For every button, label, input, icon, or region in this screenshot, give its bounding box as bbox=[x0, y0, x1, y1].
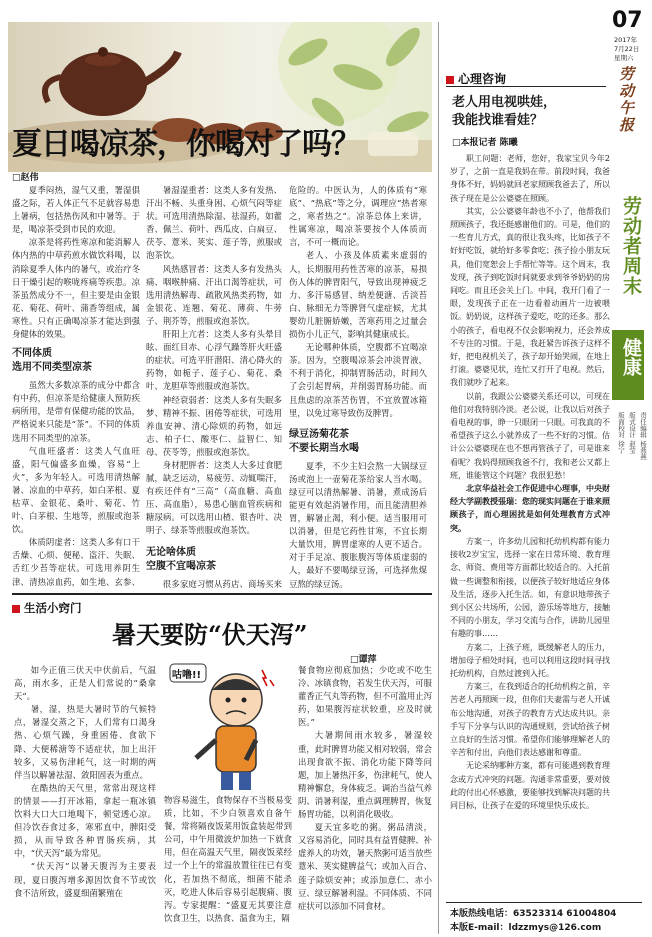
subheading: 绿豆汤菊花茶 不要长期当水喝 bbox=[289, 428, 359, 454]
section-name-vertical: 劳动者周末 bbox=[620, 196, 642, 296]
paragraph: 职工问题：老师，您好，我家宝贝今年2岁了，之前一直是我妈在带。前段时间，我爸身体不好，妈妈就回老家照顾我爸去了，所以孩子现在是公公婆婆在照顾。 bbox=[450, 154, 610, 203]
paragraph: 在酷热的天气里，常常出现这样的情景——打开冰箱，拿起一瓶冰镇饮料大口大口地喝下，顿觉透心凉。但冷饮吞食过多，寒邪直中，脾阳受损，从而导致各种胃肠疾病，其中，“伏天泻”最为常见。 bbox=[14, 782, 156, 859]
cartoon-speech-text: 咕噜!! bbox=[172, 670, 202, 681]
masthead-date: 2017年 7月22日 星期六 bbox=[614, 36, 640, 62]
paragraph: 以前，我跟公公婆婆关系还可以，可现在他们对我特别冷淡。老公说，让我以后对孩子看电视的事，睁一只眼闭一只眼。可我真的不希望孩子这么小就养成了一些不好的习惯。估计公公婆婆现在也不想再管孩子了，可是谁来看呢？我妈得照顾我爸不行，我和老公又都上班，谁能管这个问题？我很犯愁！ bbox=[450, 391, 610, 480]
section-topic-badge: 健康 bbox=[612, 330, 644, 400]
paragraph: 气血旺盛者：这类人气血旺盛，阳气偏盛多血燥，容易“上火”，多为年轻人。可选用清热解暑、凉血的中草药，如白茅根、夏枯草、金银花、桑叶、菊花、竹叶、白茅根、生地等，煎服或泡茶饮。 bbox=[12, 445, 140, 535]
psych-byline: □本报记者 陈曦 bbox=[452, 138, 518, 148]
main-article-col1 bbox=[12, 184, 140, 590]
paragraph: 虽然大多数凉茶的成分中都含有中药，但凉茶是给健康人预防疾病所用，是带有保健功能的饮品，严格说来只能是“茶”。不同的体质选用不同类型的凉茶。 bbox=[12, 380, 140, 443]
paragraph: 身材肥胖者：这类人大多过食肥腻，缺乏运动，易疲劳、动辄喘汗，有疾还伴有“三高”（高血糖、高血压、高血脂），易患心脑血管疾病和糖尿病。可以选用山楂、银杏叶、决明子、绿茶等煎服或泡茶饮。 bbox=[146, 459, 282, 536]
footer-rule bbox=[446, 902, 642, 903]
main-article-col3 bbox=[289, 184, 427, 590]
paragraph: 肝阳上亢者：这类人多有头晕目眩、面红目赤、心浮气躁等肝火旺盛的症状。可选平肝潜阳、清心降火的药物，如栀子、莲子心、菊花、桑叶、龙胆草等煎服或泡茶饮。 bbox=[146, 329, 282, 392]
paragraph: 很多家庭习惯从药店、商场买来 bbox=[162, 578, 282, 589]
cartoon-illustration bbox=[166, 660, 290, 792]
paragraph: 暑湿湿重者：这类人多有发热、汗出不畅、头重身困、心烦气闷等症状。可选用清热除湿、祛湿药，如藿香、佩兰、荷叶、西瓜皮、白扁豆、茯苓、薏米、荚实、莲子等，煎服或泡茶饮。 bbox=[146, 185, 282, 261]
main-article-byline: □赵伟 bbox=[12, 173, 39, 183]
footer-hotline: 本版热线电话：63523314 61004804 bbox=[450, 909, 617, 919]
psych-section-label: 心理咨询 bbox=[446, 70, 506, 87]
paragraph: 餐食物应彻底加热；少吃或不吃生冷、冰镇食物，若发生伏天泻，可服藿香正气丸等药物，但不可滥用止泻药，如果腹泻症状较重，应及时就医。” bbox=[298, 665, 432, 728]
paragraph: “伏天泻”以暑天腹泻为主要表现，夏日腹泻增多源因饮食不节或饮食不洁所致，盛夏细菌繁殖在 bbox=[14, 861, 156, 898]
paragraph: 夏季闷热，湿气又重，署湿俱盛之际，若人体正气不足就容易患上暑病，包括热伤风和中暑等。于是，喝凉茶受到市民的欢迎。 bbox=[12, 185, 140, 235]
paragraph: 方案二，上孩子班，既缓解老人的压力，增加母子相处时间，也可以利用这段时间寻找托幼机构，自然过渡到入托。 bbox=[450, 642, 610, 678]
psych-top-rule bbox=[446, 86, 606, 87]
paragraph: 大暑期间雨水较多，暑湿较重，此时脾胃功能又相对较弱，常会出现食欲不振、消化功能下降等问题，加上暑热汗多，伤津耗气，使人精神懈怠，身体疲乏。调治当益气养阴、消暑利湿，重点调理脾胃，恢复肠胃功能，以利消化吸收。 bbox=[298, 730, 432, 820]
paragraph: 神经衰弱者：这类人多有失眠多梦、精神不振、困倦等症状，可选用养血安神、清心除烦的药物，如远志、柏子仁、酸枣仁、益智仁、知母、茯苓等，煎服或泡茶饮。 bbox=[146, 394, 282, 457]
paragraph: 夏季，不少主妇会熬一大锅绿豆汤或泡上一壶菊花茶给家人当水喝。绿豆可以清热解暑、消暑，煮成汤后能更有效起消暑作用，而且能清胆养胃，解暑止渴，利小便。适当服用可以消暑，但是它药性甘寒，不宜长期大量饮用，脾胃虚寒的人更不适合。对于手足凉、腹胀腹泻等体质虚弱的人，最好不要喝绿豆汤，可选择焦煤豆熬的绿豆汤。 bbox=[289, 460, 427, 589]
red-square-icon bbox=[12, 605, 20, 613]
paragraph: 暑，湿，热是大暑时节的气候特点，暑湿交蒸之下，人们常有口渴身热、心烦气躁，身重困倦、食欲下降、大便稀溏等不适症状，加上出汗较多，又易伤津耗气，这一时期的两伴当以解暑祛湿、敛阳固表为重点。 bbox=[14, 704, 156, 780]
editor-credits: 责任编辑 杨燕燕 版式设计 赵莹 版面校对 徐宁 bbox=[617, 412, 647, 460]
main-article-title: 夏日喝凉茶，你喝对了吗？ bbox=[12, 127, 360, 162]
life-tips-col1 bbox=[14, 664, 156, 936]
paragraph: 无论采纳哪种方案，都有可能遇到教育理念或方式冲突的问题。沟通非常重要，要对彼此的付出心怀感激，要能够找到解决问题的共同目标，让孩子在爱的环境里快乐成长。 bbox=[450, 761, 610, 810]
paragraph: 夏天宜多吃的粥。粥品清淡，又容易消化，同时具有益胃健脾、补虚养人的功效，暑天熬粥可适当放些薏米、荚实健脾益气；或加入百合、莲子除烦安神；或添加意仁、赤小豆、绿豆解暑利湿。不同体质、不同症状可以添加不同食材。 bbox=[298, 822, 432, 911]
life-tips-top-rule bbox=[12, 593, 432, 595]
main-article-col2 bbox=[146, 184, 282, 590]
red-square-icon bbox=[446, 76, 454, 84]
psych-title: 老人用电视哄娃， 我能找谁看娃？ bbox=[452, 95, 557, 128]
paragraph: 方案三，在我到适合的托幼机构之前，辛苦老人再照顾一段，但你们夫妻需与老人开诚布公地沟通，对孩子的教育方式达成共识。亲手写下分享与认识的沟通规则，尝试给孩子树立良好的生活习惯。希望你们能够理解老人的辛苦和付出，向他们表达感谢和尊重。 bbox=[450, 682, 610, 758]
life-tips-title: 暑天要防“伏天泻” bbox=[112, 620, 308, 649]
psych-divider bbox=[438, 22, 439, 934]
masthead-logo: 劳动午报 bbox=[617, 66, 635, 134]
paragraph: 老人、小孩及体质素来虚弱的人，长期服用药性苦寒的凉茶，易损伤人体的脾胃阳气，导致出现神疲乏力、多汗易感冒、纳差便溏、舌淡苔白、脉细无力等脾肾气虚症候，尤其婴幼儿脏腑娇嫩，苦寒药用之过量会损伤小儿正气，影响其健康成长。 bbox=[289, 250, 427, 340]
psych-body bbox=[450, 152, 610, 900]
paragraph: 凉茶是将药性寒凉和能消解人体内热的中草药煎水做饮料喝，以消除夏季人体内的暑气，或治疗冬日干燥引起的喉咙疼痛等疾患。凉茶虽然成分不一，但主要是由金银花、菊花、荷叶、蒲香等组成，属寒性。只有正确喝凉茶才能达到强身健体的效果。 bbox=[12, 237, 140, 340]
paragraph: 方案一，许多幼儿园和托幼机构都有能力接收2岁宝宝，选择一家在日常环境、教育理念、师资、费用等方面都比较适合的。入托前做一些调整和衔接，以便孩子较好地适应身体及生活，逐步入托生活。如，有意识地带孩子到小区公共场所，公园，游乐场等地方，接触不同的小朋友，学习交流与合作，讲助儿园里有趣的事…… bbox=[450, 536, 610, 639]
paragraph: 物容易滋生，食物保存不当极易变质，比如，不少白领喜欢自备午餐，常将隔夜饭菜用饭盒装起带到公司，中午用微波炉加热一下就食用，但在高温天气里，隔夜饭菜经过一个上午的常温放置往往已有变化，若加热不彻底，细菌不能杀灭，吃进人体后容易引起腹痛、腹泻。专家提醒：“盛夏无其要注意饮食卫生，以热食、温食为主，隔 bbox=[164, 795, 292, 923]
life-tips-section-label: 生活小窍门 bbox=[12, 600, 82, 616]
footer-email: 本版E-mail：ldzzmys@126.com bbox=[450, 923, 602, 933]
life-tips-byline: □谭萍 bbox=[350, 655, 377, 665]
paragraph: 风热感冒者：这类人多有发热头痛、咽喉肿痛、汗出口渴等症状，可选用清热解毒、疏散风热类药物，如金银花、连翘、菊花、薄荷、牛蒡子、荆芥等，煎服或泡茶饮。 bbox=[146, 263, 282, 326]
paragraph: 体质阴虚者：这类人多有口干舌燥、心烦、便秘、盗汗、失眠、舌红少苔等症状。可选用养阴生津、清热凉血药，如生地、玄参、 bbox=[12, 537, 140, 587]
paragraph: 如今正值三伏天中伏前后，气温高，雨水多，正是人们常说的“桑拿天”。 bbox=[14, 665, 156, 702]
paragraph: 无论哪种体质，空腹都不宜喝凉茶。因为，空腹喝凉茶会冲淡胃液，不利于消化，抑制胃肠活动，时间久了会引起胃病，并削弱胃肠功能。而且焦虑的凉茶苦伤胃，不宜放置冰箱里，以免过寒导致伤及脾胃。 bbox=[289, 342, 427, 418]
paragraph: 北京华益社会工作促进中心理事，中央财经大学副教授張瑞：您的现实问题在于谁来照顾孩子，而心理困扰是如何处理教育方式冲突。 bbox=[450, 484, 610, 533]
email-link[interactable]: ldzzmys@126.com bbox=[508, 923, 602, 933]
paragraph: 危险的。中医认为，人的体质有“寒底”、“热底”等之分，调理应“热者寒之，寒者热之”。凉茶总体上来讲，性属寒凉，喝凉茶要按个人体质而言，不可一概而论。 bbox=[289, 185, 427, 248]
paragraph: 其实，公公婆婆年龄也不小了，他帮我们照顾孩子，我还挺感谢他们的。可是，他们的一些育儿方式，真的很让我头疼，比如孩子不好好吃饭，就给好多零食吃；孩子捡小朋友玩具，他们宽恕会上手帮忙等等。这个周末，我发现，孩子到吃饭时间就要求到爷爷奶奶的房间吃。而且还会关上门。中间，我开门看了一眼，发现孩子正在一边看着动画片一边被喂饭。奶奶说，这样孩子爱吃，吃的还多。那么小的孩子，看电视不仅会影响视力，还会养成不专注的习惯。于是，我赶紧告诉孩子这样不好，把电视机关了，孩子却开始哭闹，在地上打滚。婆婆见状，连忙又打开了电视。然后，我们就吵了起来。 bbox=[450, 206, 610, 388]
subheading: 不同体质 选用不同类型凉茶 bbox=[12, 348, 92, 374]
life-tips-col2 bbox=[164, 794, 292, 936]
page-number: 07 bbox=[612, 8, 643, 33]
life-tips-col3 bbox=[298, 664, 432, 936]
subheading: 无论啥体质 空腹不宜喝凉茶 bbox=[146, 546, 216, 572]
